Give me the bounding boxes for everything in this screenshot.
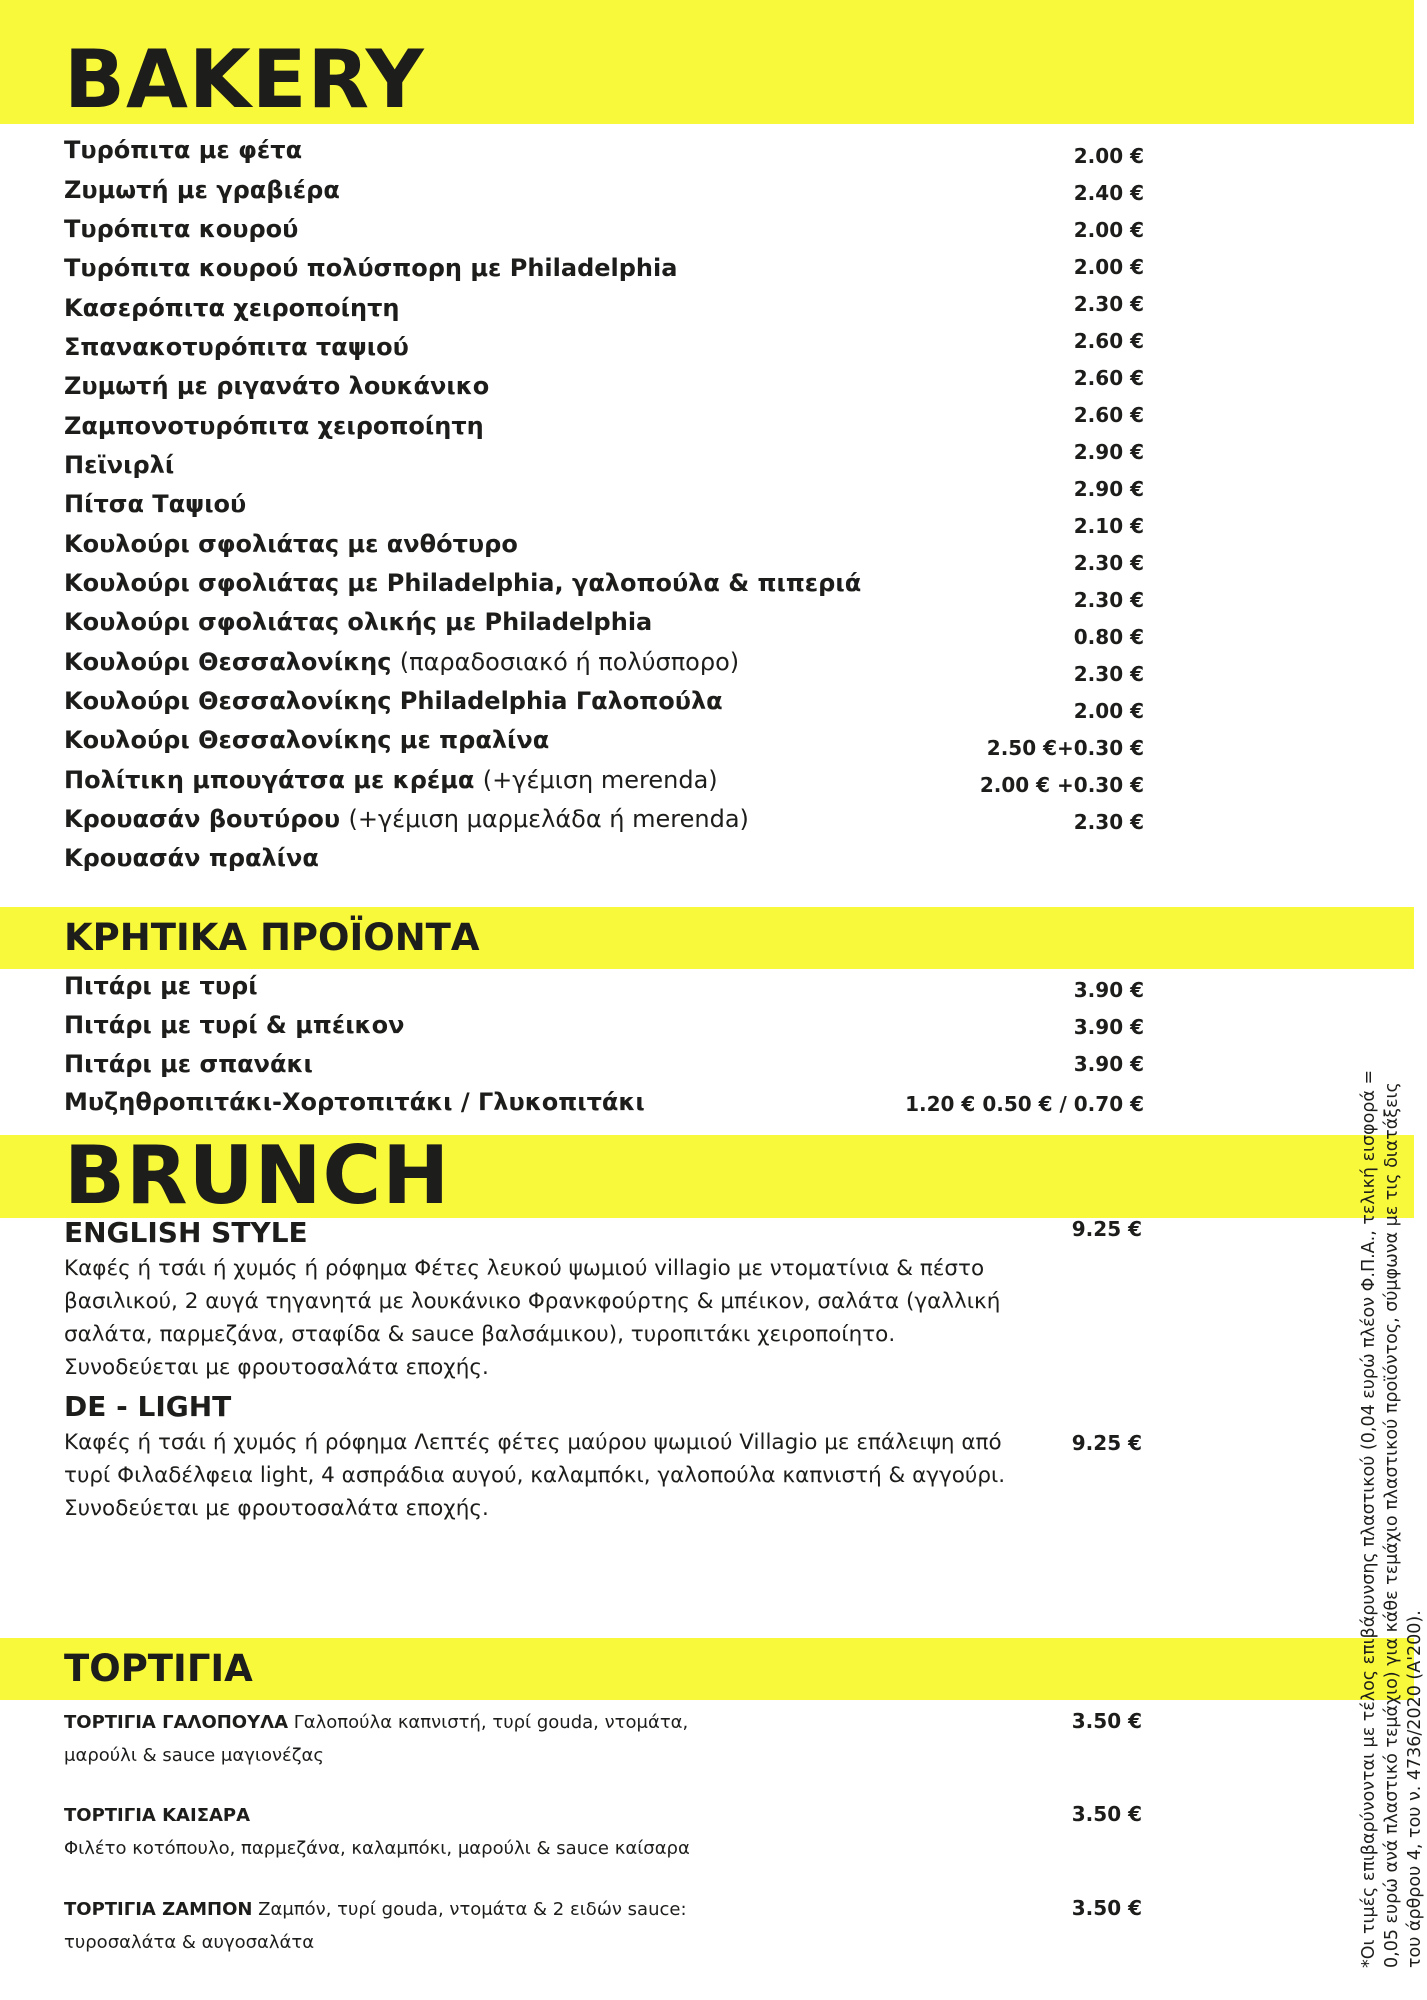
bakery-price: 2.00 € xyxy=(1073,699,1144,723)
cretan-item-name: Πιτάρι με τυρί xyxy=(64,972,258,1000)
brunch-item-name: DE - LIGHT xyxy=(64,1390,232,1423)
bakery-item-name: Κρουασάν πραλίνα xyxy=(64,844,319,872)
bakery-item-note: (+γέμιση merenda) xyxy=(482,766,718,794)
bakery-item-name: Κουλούρι σφολιάτας ολικής με Philadelphia xyxy=(64,608,653,636)
tortilla-item-name: ΤΟΡΤΙΓΙΑ ΖΑΜΠΟΝ xyxy=(64,1899,253,1920)
brunch-item xyxy=(64,1216,1024,1384)
cretan-item-name: Μυζηθροπιτάκι-Χορτοπιτάκι / Γλυκοπιτάκι xyxy=(64,1088,645,1116)
tortilla-item-desc: τυροσαλάτα & αυγοσαλάτα xyxy=(64,1932,315,1953)
bakery-item-name: Σπανακοτυρόπιτα ταψιού xyxy=(64,333,409,361)
tortilla-price: 3.50 € xyxy=(1071,1802,1142,1826)
brunch-price: 9.25 € xyxy=(1071,1217,1142,1241)
bakery-item-name: Κασερόπιτα χειροποίητη xyxy=(64,294,400,322)
bakery-price: 2.90 € xyxy=(1073,477,1144,501)
brunch-title: BRUNCH xyxy=(64,1129,451,1222)
bakery-item-name: Κρουασάν βουτύρου (+γέμιση μαρμελάδα ή merenda) xyxy=(64,805,749,833)
bakery-price: 2.00 € xyxy=(1073,144,1144,168)
cretan-item-name: Πιτάρι με τυρί & μπέικον xyxy=(64,1011,405,1039)
tortilla-item-name: ΤΟΡΤΙΓΙΑ ΓΑΛΟΠΟΥΛΑ xyxy=(64,1712,289,1733)
tortilla-price: 3.50 € xyxy=(1071,1896,1142,1920)
bakery-item-name: Πίτσα Ταψιού xyxy=(64,490,247,518)
tortilla-item-desc: Ζαμπόν, τυρί gouda, ντομάτα & 2 ειδών sauce: xyxy=(258,1899,687,1920)
bakery-price: 2.00 € xyxy=(1073,218,1144,242)
cretan-price: 1.20 € 0.50 € / 0.70 € xyxy=(905,1092,1144,1116)
cretan-list xyxy=(64,972,1144,1122)
bakery-price: 2.30 € xyxy=(1073,810,1144,834)
bakery-price: 2.60 € xyxy=(1073,403,1144,427)
brunch-price: 9.25 € xyxy=(1071,1431,1142,1455)
bakery-price: 2.90 € xyxy=(1073,440,1144,464)
bakery-item-name: Πολίτικη μπουγάτσα με κρέμα (+γέμιση merenda) xyxy=(64,766,718,794)
bakery-title: BAKERY xyxy=(64,33,425,126)
bakery-price: 2.30 € xyxy=(1073,292,1144,316)
bakery-price: 2.00 € xyxy=(1073,255,1144,279)
tortilla-item-desc: μαρούλι & sauce μαγιονέζας xyxy=(64,1745,324,1766)
cretan-price: 3.90 € xyxy=(1073,1052,1144,1076)
brunch-item-desc: Καφές ή τσάι ή χυμός ή ρόφημα Φέτες λευκού ψωμιού villagio με ντοματίνια & πέστο βασιλικού, 2 αυγά τηγανητά με λουκάνικο Φρανκφούρτης & μπέικον, σαλάτα (γαλλική σαλάτα, παρμεζάνα, σταφίδα & sauce βαλσάμικου), τυροπιτάκι χειροποίητο. Συνοδεύεται με φρουτοσαλάτα εποχής. xyxy=(64,1255,1001,1380)
tortilla-title: ΤΟΡΤΙΓΙΑ xyxy=(64,1647,253,1690)
brunch-item-desc: Καφές ή τσάι ή χυμός ή ρόφημα Λεπτές φέτες μαύρου ψωμιού Villagio με επάλειψη από τυρί Φιλαδέλφεια light, 4 ασπράδια αυγού, καλαμπόκι, γαλοπούλα καπνιστή & αγγούρι. Συνοδεύεται με φρουτοσαλάτα εποχής. xyxy=(64,1429,1006,1521)
bakery-item-name: Πεϊνιρλί xyxy=(64,451,175,479)
plastic-levy-note: *Οι τιμές επιβαρύνονται με τέλος επιβάρυνσης πλαστικού (0,04 ευρώ πλέον Φ.Π.Α., τελική εισφορά = 0,05 ευρώ ανά πλαστικό τεμάχιο) για κάθε τεμάχιο πλαστικού προϊόντος, σύμφωνα με τις διατάξεις του άρθρου 4, του ν. 4736/2020 (Α'200). xyxy=(1359,1069,1425,1968)
tortilla-item xyxy=(64,1799,824,1865)
bakery-item-note: (+γέμιση μαρμελάδα ή merenda) xyxy=(348,805,749,833)
bakery-item-name: Κουλούρι σφολιάτας με Philadelphia, γαλοπούλα & πιπεριά xyxy=(64,569,862,597)
cretan-price: 3.90 € xyxy=(1073,1015,1144,1039)
bakery-item-name: Τυρόπιτα κουρού πολύσπορη με Philadelphia xyxy=(64,254,678,282)
tortilla-item-desc: Φιλέτο κοτόπουλο, παρμεζάνα, καλαμπόκι, μαρούλι & sauce καίσαρα xyxy=(64,1838,690,1859)
tortilla-item-desc: Γαλοπούλα καπνιστή, τυρί gouda, ντομάτα, xyxy=(293,1712,689,1733)
bakery-item-name: Κουλούρι σφολιάτας με ανθότυρο xyxy=(64,530,518,558)
bakery-item-name: Ζυμωτή με ριγανάτο λουκάνικο xyxy=(64,372,490,400)
cretan-item-name: Πιτάρι με σπανάκι xyxy=(64,1050,313,1078)
bakery-price: 2.60 € xyxy=(1073,329,1144,353)
bakery-price: 2.30 € xyxy=(1073,662,1144,686)
cretan-price: 3.90 € xyxy=(1073,978,1144,1002)
bakery-item-name: Ζυμωτή με γραβιέρα xyxy=(64,176,340,204)
bakery-item-name: Κουλούρι Θεσσαλονίκης με πραλίνα xyxy=(64,726,550,754)
bakery-list xyxy=(64,134,1144,874)
tortilla-item xyxy=(64,1706,824,1772)
bakery-price: 2.50 €+0.30 € xyxy=(986,736,1144,760)
bakery-price: 0.80 € xyxy=(1073,625,1144,649)
bakery-item-note: (παραδοσιακό ή πολύσπορο) xyxy=(399,648,740,676)
bakery-price: 2.30 € xyxy=(1073,551,1144,575)
cretan-title: ΚΡΗΤΙΚΑ ΠΡΟΪΟΝΤΑ xyxy=(64,916,480,959)
bakery-item-name: Κουλούρι Θεσσαλονίκης (παραδοσιακό ή πολύσπορο) xyxy=(64,648,740,676)
bakery-price: 2.60 € xyxy=(1073,366,1144,390)
bakery-item-name: Ζαμπονοτυρόπιτα χειροποίητη xyxy=(64,412,484,440)
brunch-item-name: ENGLISH STYLE xyxy=(64,1216,308,1249)
brunch-item xyxy=(64,1390,1024,1525)
tortilla-price: 3.50 € xyxy=(1071,1709,1142,1733)
bakery-price: 2.10 € xyxy=(1073,514,1144,538)
bakery-price: 2.40 € xyxy=(1073,181,1144,205)
bakery-price: 2.00 € +0.30 € xyxy=(979,773,1144,797)
bakery-item-name: Τυρόπιτα με φέτα xyxy=(64,136,303,164)
bakery-price: 2.30 € xyxy=(1073,588,1144,612)
tortilla-item-name: ΤΟΡΤΙΓΙΑ ΚΑΙΣΑΡΑ xyxy=(64,1805,251,1826)
bakery-item-name: Κουλούρι Θεσσαλονίκης Philadelphia Γαλοπούλα xyxy=(64,687,723,715)
tortilla-item xyxy=(64,1893,824,1959)
bakery-item-name: Τυρόπιτα κουρού xyxy=(64,215,299,243)
